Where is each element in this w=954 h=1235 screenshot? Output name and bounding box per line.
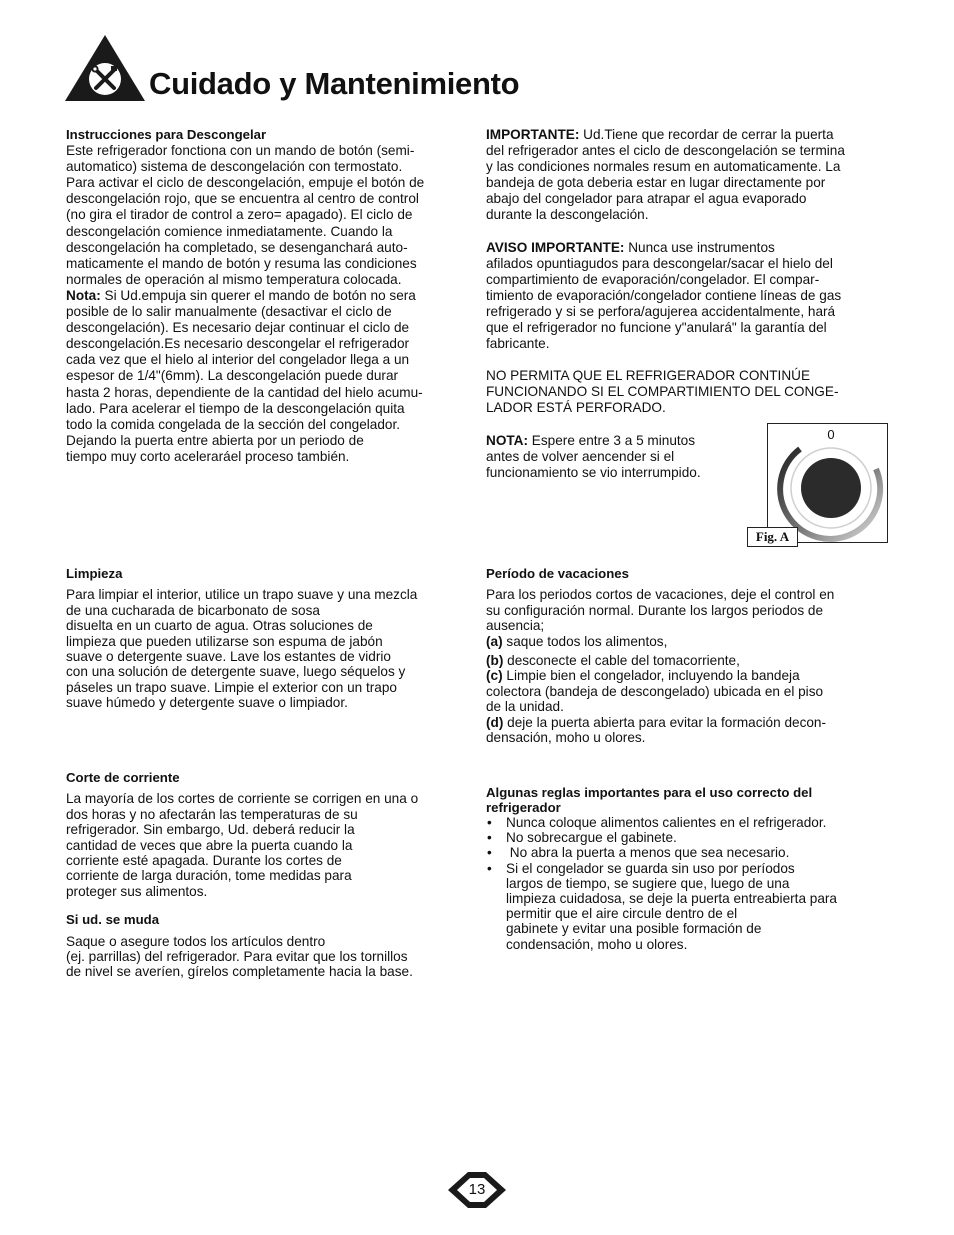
vacation-line: colectora (bandeja de descongelado) ubicada en el piso xyxy=(486,683,824,699)
power-heading: Corte de corriente xyxy=(66,770,180,785)
list-item-text: limpieza cuidadosa, se deje la puerta entreabierta para xyxy=(506,891,837,907)
vacation-heading: Período de vacaciones xyxy=(486,566,629,581)
cleaning-line: suave o detergente suave. Lave los estantes de vidrio xyxy=(66,649,391,665)
list-item-text: • No sobrecargue el gabinete. xyxy=(506,830,677,846)
cleaning-line: de una cucharada de bicarbonato de sosa xyxy=(66,602,320,618)
cleaning-heading: Limpieza xyxy=(66,566,123,581)
warning-label: AVISO IMPORTANTE: xyxy=(486,239,625,255)
list-item-text: • No abra la puerta a menos que sea necesario. xyxy=(506,845,790,861)
list-item-text: • Si el congelador se guarda sin uso por períodos xyxy=(506,860,795,876)
caps-warning-line: NO PERMITA QUE EL REFRIGERADOR CONTINÚE xyxy=(486,368,811,384)
important-line: del refrigerador antes el ciclo de descongelación se termina xyxy=(486,143,845,159)
warning-line xyxy=(486,240,886,256)
item-text: Limpie bien el congelador, incluyendo la bandeja xyxy=(502,668,800,684)
nota-text: Espere entre 3 a 5 minutos xyxy=(528,432,696,448)
defrost-line: descongelación comience inmediatamente. Cuando la xyxy=(66,223,393,239)
defrost-note-line xyxy=(66,288,471,304)
important-line: abajo del congelador para atrapar el agua evaporado xyxy=(486,191,807,207)
important-line: durante la descongelación. xyxy=(486,207,649,223)
rules-heading: refrigerador xyxy=(486,799,561,815)
warning-text: Nunca use instrumentos xyxy=(624,239,775,255)
defrost-note-line: descongelación.Es necesario descongelar el refrigerador xyxy=(66,336,410,352)
vacation-line: de la unidad. xyxy=(486,699,564,715)
defrost-note-line: hasta 2 horas, dependiente de la cantidad del hielo acumu- xyxy=(66,384,423,400)
defrost-note-line: cada vez que el hielo al interior del congelador llega a un xyxy=(66,352,410,368)
defrost-heading: Instrucciones para Descongelar xyxy=(66,127,267,142)
cleaning-line: limpieza que pueden utilizarse son espuma de jabón xyxy=(66,633,383,649)
defrost-line: Para activar el ciclo de descongelación, empuje el botón de xyxy=(66,175,425,191)
defrost-section xyxy=(66,127,471,465)
power-line: La mayoría de los cortes de corriente se corrigen en una o xyxy=(66,791,419,807)
warning-line: fabricante. xyxy=(486,336,550,352)
defrost-line: normales de operación al mismo temperatura colocada. xyxy=(66,271,402,287)
power-line: refrigerador. Sin embargo, Ud. deberá reducir la xyxy=(66,822,355,838)
moving-heading: Si ud. se muda xyxy=(66,912,160,928)
power-section xyxy=(66,770,471,980)
nota-line: antes de volver aencender si el xyxy=(486,448,675,464)
power-line: proteger sus alimentos. xyxy=(66,883,208,899)
list-item-text: condensación, moho u olores. xyxy=(506,936,688,952)
defrost-line: maticamente el mando de botón y resuma las condiciones xyxy=(66,255,417,271)
vacation-line: ausencia; xyxy=(486,618,545,634)
cleaning-line: suave húmedo y detergente suave o limpiador. xyxy=(66,695,348,711)
defrost-line: Este refrigerador fonctiona con un mando de botón (semi- xyxy=(66,143,415,159)
important-text: Ud.Tiene que recordar de cerrar la puerta xyxy=(579,127,834,142)
warning-line: timiento de evaporación/congelador contiene líneas de gas xyxy=(486,287,842,303)
dial-zero-label: 0 xyxy=(827,427,835,442)
defrost-note-line: posible de lo salir manualmente (desactivar el ciclo de xyxy=(66,304,392,320)
warning-line: compartimiento de evaporación/congelador. El compar- xyxy=(486,271,820,287)
vacation-item-a xyxy=(486,634,886,649)
warning-line: afilados opuntiagudos para descongelar/sacar el hielo del xyxy=(486,255,833,271)
list-item-text: gabinete y evitar una posible formación de xyxy=(506,921,762,937)
defrost-line: automatico) sistema de descongelación con termostato. xyxy=(66,159,403,175)
page-title: Cuidado y Mantenimiento xyxy=(149,66,520,101)
cleaning-section xyxy=(66,566,471,711)
important-line xyxy=(486,127,886,143)
cleaning-line: disuelta en un cuarto de agua. Otras soluciones de xyxy=(66,618,373,634)
rules-heading: Algunas reglas importantes para el uso correcto del xyxy=(486,785,813,800)
page-number: 13 xyxy=(468,1181,486,1198)
cleaning-line: páseles un trapo suave. Limpie el exterior con un trapo xyxy=(66,679,397,695)
power-line: corriente de larga duración, tome medidas para xyxy=(66,868,352,884)
rules-list xyxy=(486,815,886,952)
list-item xyxy=(486,815,886,830)
defrost-note-line: espesor de 1/4"(6mm). La descongelación puede durar xyxy=(66,368,399,384)
list-item xyxy=(486,830,886,845)
important-line: y las condiciones normales resum en automaticamente. La xyxy=(486,159,841,175)
defrost-line: (no gira el tirador de control a zero= apagado). El ciclo de xyxy=(66,207,413,223)
warning-tools-icon xyxy=(64,34,146,102)
item-text: deje la puerta abierta para evitar la formación decon- xyxy=(503,714,827,730)
moving-line: Saque o asegure todos los artículos dentro xyxy=(66,933,326,949)
item-label: (a) xyxy=(486,633,503,649)
vacation-section xyxy=(486,566,886,745)
moving-line: (ej. parrillas) del refrigerador. Para evitar que los tornillos xyxy=(66,949,408,965)
warning-line: refrigerado y si se perfora/agujerea accidentalmente, hará xyxy=(486,303,836,319)
power-line: cantidad de veces que abre la puerta cuando la xyxy=(66,837,353,853)
caps-warning-line: FUNCIONANDO SI EL COMPARTIMIENTO DEL CONGE- xyxy=(486,384,839,400)
important-line: bandeja de gota deberia estar en lugar directamente por xyxy=(486,175,826,191)
vacation-item-d xyxy=(486,715,886,730)
cleaning-line: con una solución de detergente suave, luego séquelos y xyxy=(66,664,406,680)
caps-warning-line: LADOR ESTÁ PERFORADO. xyxy=(486,400,666,416)
defrost-note-line: lado. Para acelerar el tiempo de la descongelación quita xyxy=(66,400,405,416)
item-label: (b) xyxy=(486,653,504,669)
control-dial-icon xyxy=(768,424,887,542)
cleaning-line: Para limpiar el interior, utilice un trapo suave y una mezcla xyxy=(66,587,418,603)
moving-line: de nivel se averíen, gírelos completamente hacia la base. xyxy=(66,964,413,980)
power-line: dos horas y no afectarán las temperaturas de su xyxy=(66,806,358,822)
defrost-line: descongelación ha completado, se desenganchará auto- xyxy=(66,239,408,255)
item-text: saque todos los alimentos, xyxy=(502,633,668,649)
list-item xyxy=(486,845,886,860)
item-label: (c) xyxy=(486,668,503,684)
defrost-note-line: tiempo muy corto aceleraráel proceso también. xyxy=(66,448,350,464)
vacation-line: su configuración normal. Durante los largos periodos de xyxy=(486,602,824,618)
figure-a xyxy=(767,423,888,543)
item-label: (d) xyxy=(486,714,504,730)
vacation-line: densación, moho u olores. xyxy=(486,730,646,746)
rules-section xyxy=(486,786,886,952)
warning-line: que el refrigerador no funcione y"anulará" la garantía del xyxy=(486,320,827,336)
defrost-line: descongelación rojo, que se encuentra al centro de control xyxy=(66,191,419,207)
list-item-text: • Nunca coloque alimentos calientes en el refrigerador. xyxy=(506,815,827,830)
vacation-item-b xyxy=(486,653,886,668)
item-text: desconecte el cable del tomacorriente, xyxy=(503,653,740,669)
defrost-note-line: Dejando la puerta entre abierta por un periodo de xyxy=(66,432,364,448)
nota-line: funcionamiento se vio interrumpido. xyxy=(486,464,701,480)
note-label: Nota: xyxy=(66,287,101,303)
power-line: corriente esté apagada. Durante los cortes de xyxy=(66,853,342,869)
list-item-text: permitir que el aire circule dentro de el xyxy=(506,906,738,922)
defrost-note-line: todo la comida congelada de la sección del congelador. xyxy=(66,416,401,432)
important-label: IMPORTANTE: xyxy=(486,127,580,142)
list-item xyxy=(486,861,886,952)
list-item-text: largos de tiempo, se sugiere que, luego de una xyxy=(506,875,790,891)
vacation-line: Para los periodos cortos de vacaciones, deje el control en xyxy=(486,587,835,603)
figure-caption: Fig. A xyxy=(747,527,798,547)
defrost-note-line: descongelación). Es necesario dejar continuar el ciclo de xyxy=(66,320,410,336)
note-text: Si Ud.empuja sin querer el mando de botón no sera xyxy=(100,287,416,303)
nota-label: NOTA: xyxy=(486,432,529,448)
vacation-item-c xyxy=(486,668,886,683)
